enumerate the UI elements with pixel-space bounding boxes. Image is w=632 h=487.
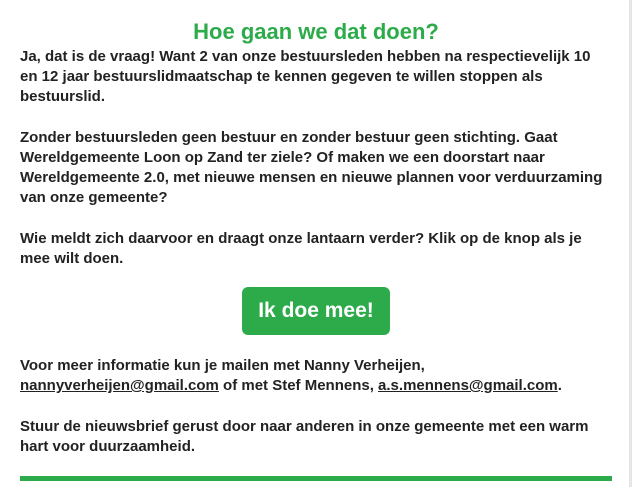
call-to-action-paragraph: Wie meldt zich daarvoor en draagt onze lantaarn verder? Klik op de knop als je mee wilt doen. bbox=[20, 230, 582, 267]
cta-container bbox=[0, 287, 632, 335]
join-button[interactable]: Ik doe mee! bbox=[242, 287, 390, 335]
email-link-nanny[interactable]: nannyverheijen@gmail.com bbox=[20, 377, 219, 394]
contact-middle-text: of met Stef Mennens, bbox=[218, 377, 379, 394]
email-link-stef[interactable]: a.s.mennens@gmail.com bbox=[378, 377, 558, 394]
closing-paragraph: Stuur de nieuwsbrief gerust door naar anderen in onze gemeente met een warm hart voor duurzaamheid. bbox=[20, 418, 589, 455]
intro-paragraph: Ja, dat is de vraag! Want 2 van onze bestuursleden hebben na respectievelijk 10 en 12 jaar bestuurslidmaatschap te kennen gegeven te willen stoppen als bestuurslid. bbox=[20, 48, 591, 105]
contact-intro-text: Voor meer informatie kun je mailen met Nanny Verheijen, bbox=[20, 357, 425, 374]
contact-end-text: . bbox=[557, 377, 562, 394]
bottom-divider bbox=[20, 476, 612, 481]
contact-paragraph bbox=[20, 356, 610, 396]
situation-paragraph: Zonder bestuursleden geen bestuur en zonder bestuur geen stichting. Gaat Wereldgemeente Loon op Zand ter ziele? Of maken we een doorstart naar Wereldgemeente 2.0, met nieuwe mensen en nieuwe plannen voor verduurzaming van onze gemeente? bbox=[20, 129, 603, 206]
section-heading: Hoe gaan we dat doen? bbox=[193, 19, 439, 44]
